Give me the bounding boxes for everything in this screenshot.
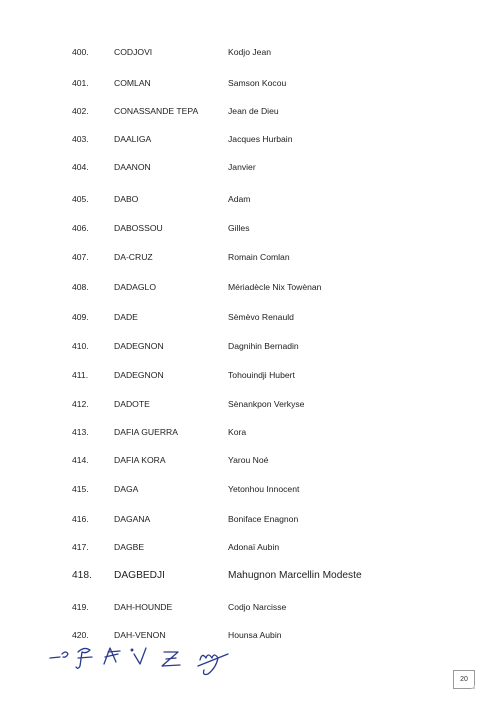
last-name: COMLAN — [114, 78, 151, 88]
first-name: Hounsa Aubin — [228, 630, 282, 640]
last-name: DAALIGA — [114, 134, 152, 144]
first-name: Codjo Narcisse — [228, 602, 287, 612]
list-item — [0, 394, 500, 414]
entry-number: 406. — [72, 223, 89, 233]
first-name: Janvier — [228, 162, 256, 172]
first-name: Boniface Enagnon — [228, 514, 299, 524]
entry-number: 403. — [72, 134, 89, 144]
list-item — [0, 157, 500, 177]
first-name: Jacques Hurbain — [228, 134, 293, 144]
first-name: Mériadècle Nix Towènan — [228, 282, 322, 292]
entry-number: 418. — [72, 570, 92, 581]
entry-number: 404. — [72, 162, 89, 172]
first-name: Gilles — [228, 223, 250, 233]
last-name: DADOTE — [114, 399, 150, 409]
entry-number: 415. — [72, 484, 89, 494]
last-name: DABO — [114, 194, 139, 204]
list-item — [0, 73, 500, 93]
list-item — [0, 247, 500, 267]
first-name: Adam — [228, 194, 251, 204]
first-name: Yarou Noé — [228, 455, 269, 465]
last-name: DAGANA — [114, 514, 151, 524]
list-item — [0, 537, 500, 557]
page-number: 20 — [453, 670, 475, 689]
list-item — [0, 101, 500, 121]
entry-number: 402. — [72, 106, 89, 116]
entry-number: 407. — [72, 252, 89, 262]
list-item — [0, 42, 500, 62]
list-item — [0, 277, 500, 297]
list-item — [0, 597, 500, 617]
first-name: Adonaï Aubin — [228, 542, 280, 552]
entry-number: 416. — [72, 514, 89, 524]
entry-number: 409. — [72, 312, 89, 322]
entry-number: 419. — [72, 602, 89, 612]
entry-number: 408. — [72, 282, 89, 292]
entry-number: 417. — [72, 542, 89, 552]
handwritten-initials-icon — [48, 640, 268, 676]
last-name: DA-CRUZ — [114, 252, 153, 262]
list-item — [0, 189, 500, 209]
entry-number: 400. — [72, 47, 89, 57]
last-name: DAGBEDJI — [114, 570, 165, 581]
list-item — [0, 307, 500, 327]
last-name: DADAGLO — [114, 282, 157, 292]
entry-number: 414. — [72, 455, 89, 465]
entry-number: 401. — [72, 78, 89, 88]
last-name: DAFIA KORA — [114, 455, 166, 465]
last-name: DADEGNON — [114, 341, 164, 351]
last-name: DAGBE — [114, 542, 145, 552]
last-name: DADE — [114, 312, 138, 322]
last-name: DAH-HOUNDE — [114, 602, 173, 612]
last-name: DABOSSOU — [114, 223, 163, 233]
last-name: DAANON — [114, 162, 151, 172]
first-name: Sèmèvo Renauld — [228, 312, 294, 322]
first-name: Romain Comlan — [228, 252, 290, 262]
first-name: Samson Kocou — [228, 78, 287, 88]
first-name: Dagnihin Bernadin — [228, 341, 299, 351]
first-name: Mahugnon Marcellin Modeste — [228, 570, 362, 581]
last-name: DAFIA GUERRA — [114, 427, 178, 437]
list-item — [0, 566, 500, 586]
list-item — [0, 479, 500, 499]
first-name: Tohouindji Hubert — [228, 370, 295, 380]
entry-number: 412. — [72, 399, 89, 409]
entry-number: 410. — [72, 341, 89, 351]
last-name: DAGA — [114, 484, 139, 494]
last-name: CONASSANDE TEPA — [114, 106, 199, 116]
list-item — [0, 129, 500, 149]
last-name: CODJOVI — [114, 47, 153, 57]
entry-number: 411. — [72, 370, 89, 380]
first-name: Kora — [228, 427, 247, 437]
first-name: Kodjo Jean — [228, 47, 272, 57]
list-item — [0, 509, 500, 529]
list-item — [0, 336, 500, 356]
entry-number: 405. — [72, 194, 89, 204]
last-name: DADEGNON — [114, 370, 164, 380]
first-name: Yetonhou Innocent — [228, 484, 300, 494]
entry-number: 413. — [72, 427, 89, 437]
first-name: Jean de Dieu — [228, 106, 279, 116]
list-item — [0, 422, 500, 442]
first-name: Sènankpon Verkyse — [228, 399, 305, 409]
entry-number: 420. — [72, 630, 89, 640]
list-item — [0, 450, 500, 470]
list-item — [0, 218, 500, 238]
list-item — [0, 365, 500, 385]
last-name: DAH-VENON — [114, 630, 166, 640]
